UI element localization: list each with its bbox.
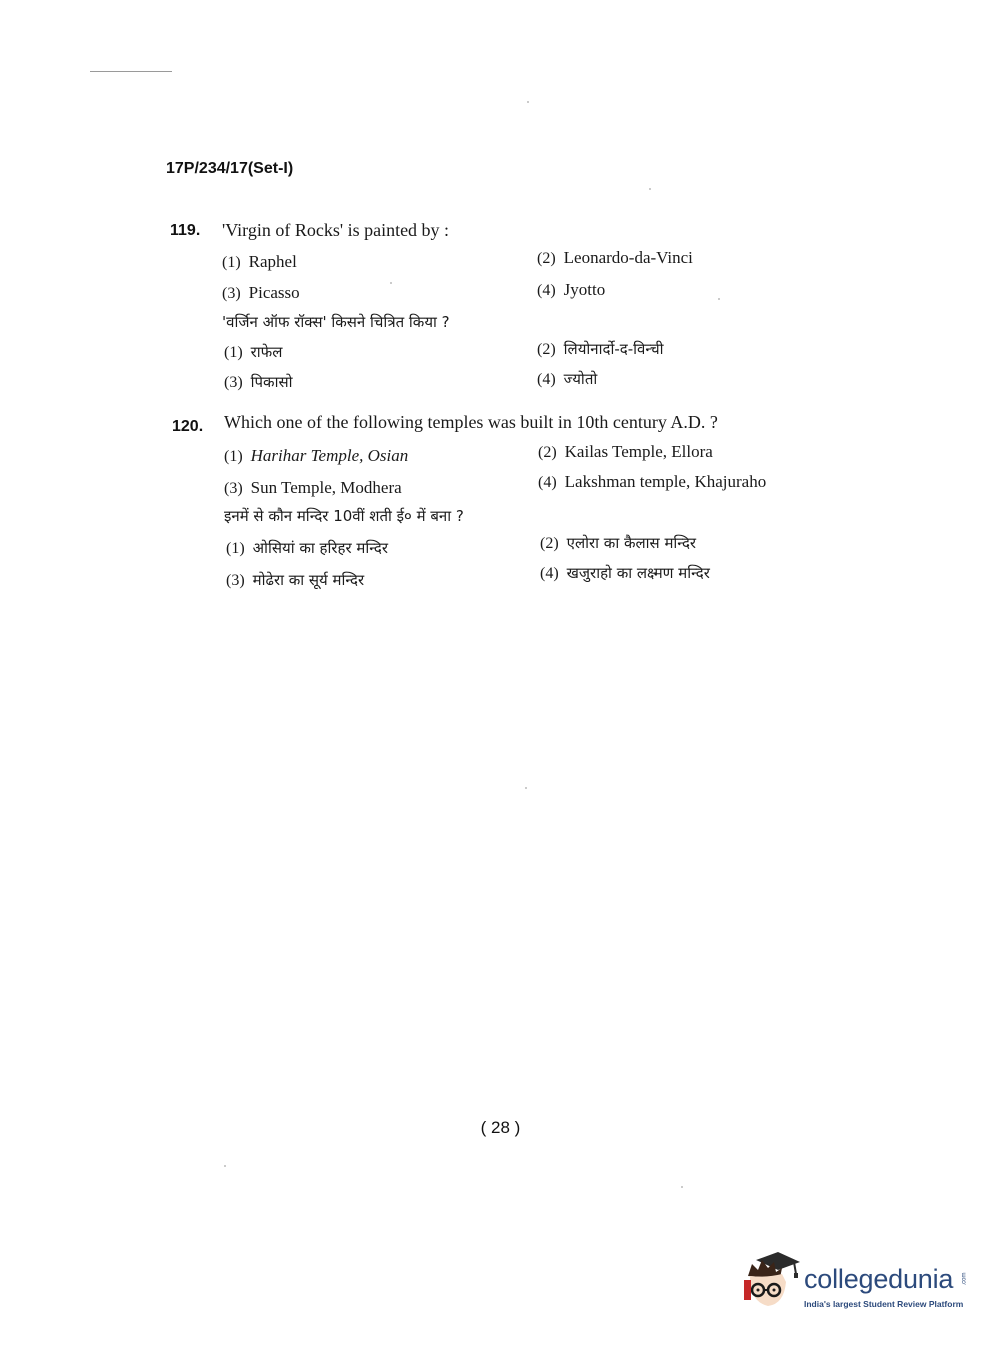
option-en-1: (1) Harihar Temple, Osian	[224, 446, 409, 465]
question-text-hi: 'वर्जिन ऑफ रॉक्स' किसने चित्रित किया ?	[222, 313, 450, 331]
question-text-en: Which one of the following temples was built in 10th century A.D. ?	[224, 412, 718, 432]
question-text-hi: इनमें से कौन मन्दिर 10वीं शती ई० में बना ?	[224, 507, 464, 525]
option-hi-3: (3) पिकासो	[224, 373, 293, 391]
option-hi-1: (1) ओसियां का हरिहर मन्दिर	[226, 539, 388, 557]
scan-speck	[390, 282, 392, 284]
option-en-4: (4) Lakshman temple, Khajuraho	[538, 472, 767, 491]
scan-speck	[681, 1186, 683, 1188]
page-number: ( 28 )	[480, 1118, 521, 1137]
question-text-en: 'Virgin of Rocks' is painted by :	[222, 220, 450, 240]
paper-code: 17P/234/17(Set-I)	[166, 160, 294, 177]
student-mascot-icon	[742, 1250, 800, 1314]
question-number: 119.	[170, 222, 201, 239]
scan-speck	[525, 787, 527, 789]
scan-speck	[224, 1165, 226, 1167]
option-hi-4: (4) खजुराहो का लक्ष्मण मन्दिर	[540, 564, 710, 582]
option-en-3: (3) Sun Temple, Modhera	[224, 478, 402, 497]
brand-tagline: India's largest Student Review Platform	[804, 1299, 964, 1309]
option-en-2: (2) Kailas Temple, Ellora	[538, 442, 713, 461]
brand-logo[interactable]	[742, 1250, 972, 1314]
scan-speck	[718, 298, 720, 300]
option-hi-2: (2) लियोनार्दो-द-विन्ची	[537, 340, 664, 358]
option-hi-1: (1) राफेल	[224, 343, 283, 361]
top-rule	[90, 71, 172, 72]
option-hi-4: (4) ज्योतो	[537, 370, 598, 388]
brand-com: .com	[961, 1272, 968, 1286]
brand-name: collegedunia	[804, 1264, 954, 1294]
scan-speck	[527, 101, 529, 103]
question-number: 120.	[172, 418, 204, 435]
option-en-3: (3) Picasso	[222, 283, 300, 302]
option-en-2: (2) Leonardo-da-Vinci	[537, 248, 693, 267]
option-hi-3: (3) मोढेरा का सूर्य मन्दिर	[226, 571, 365, 589]
option-en-4: (4) Jyotto	[537, 280, 606, 299]
option-en-1: (1) Raphel	[222, 252, 297, 271]
scan-speck	[649, 188, 651, 190]
option-hi-2: (2) एलोरा का कैलास मन्दिर	[540, 534, 697, 552]
